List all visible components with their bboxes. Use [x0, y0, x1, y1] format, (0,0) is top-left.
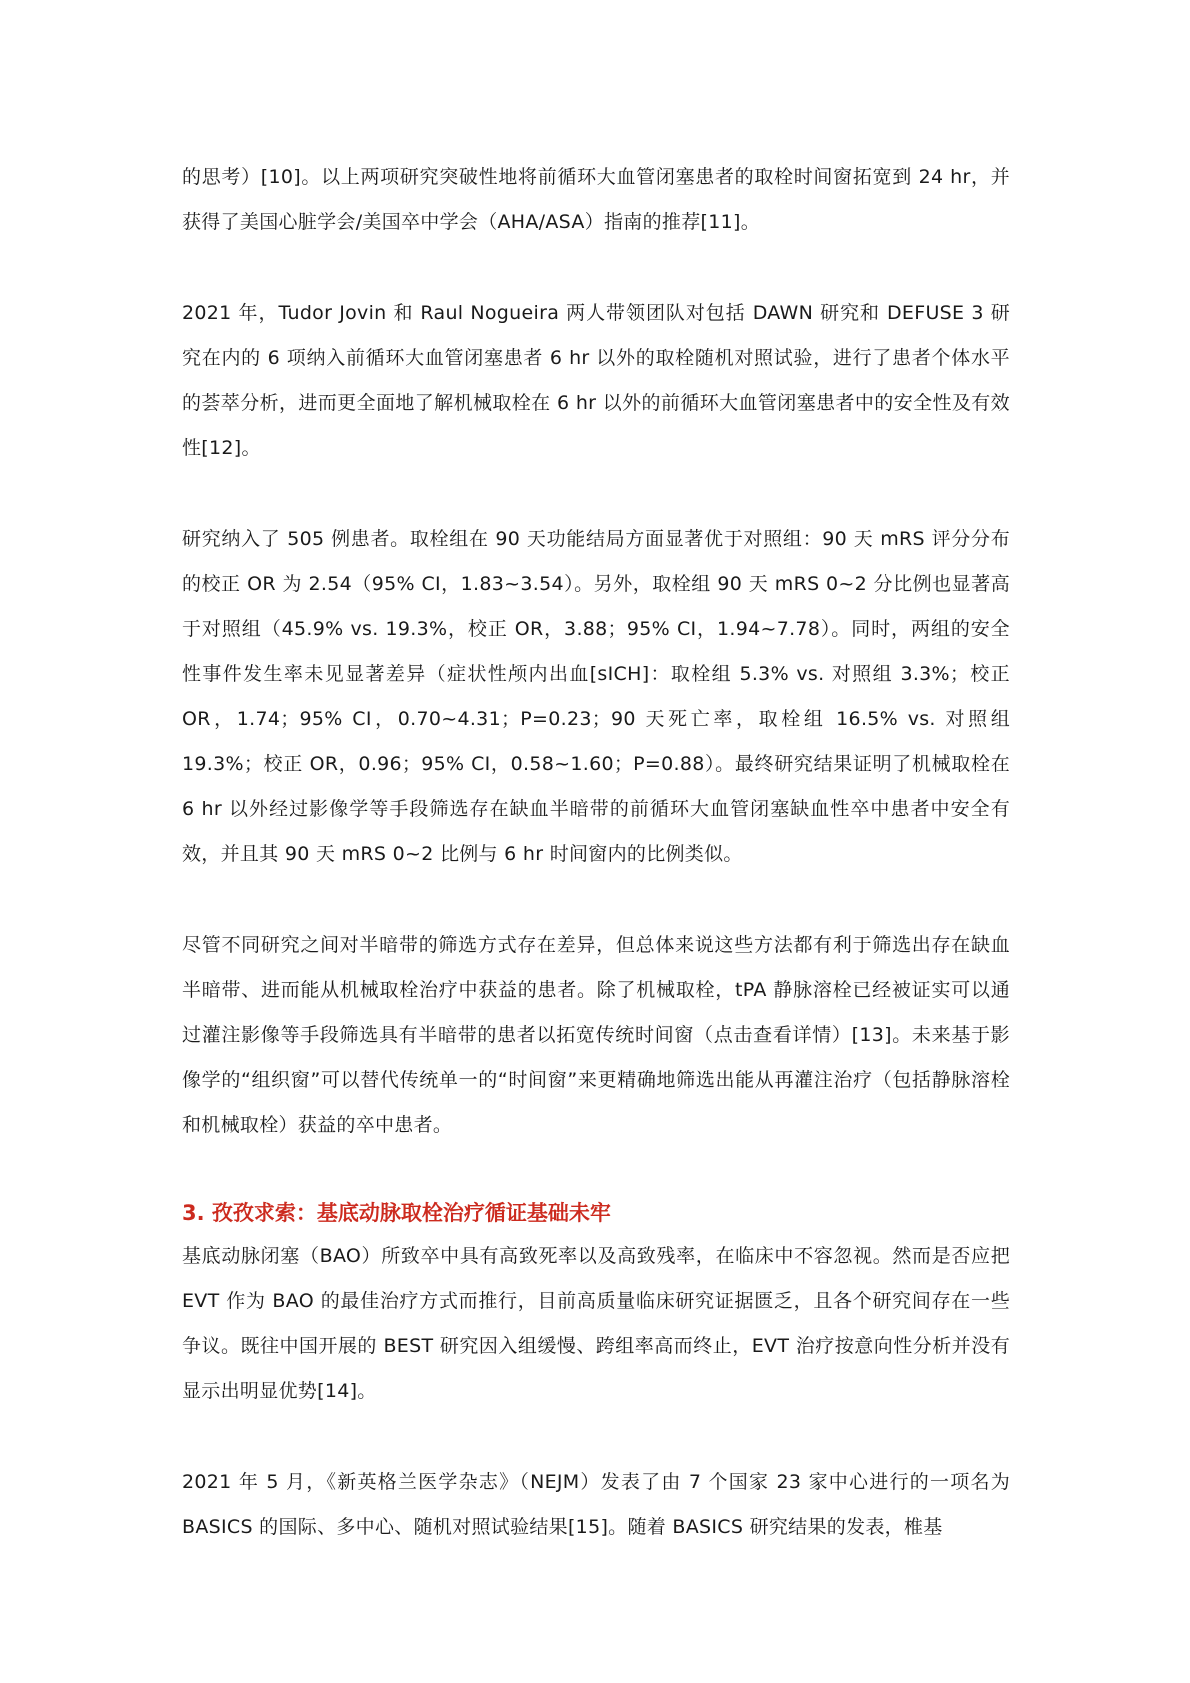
article-body	[182, 155, 1010, 1550]
paragraph-time-window-intro: 的思考）[10]。以上两项研究突破性地将前循环大血管闭塞患者的取栓时间窗拓宽到 24 hr，并获得了美国心脏学会/美国卒中学会（AHA/ASA）指南的推荐[11]。	[182, 166, 1010, 233]
paragraph-bao-evidence: 基底动脉闭塞（BAO）所致卒中具有高致死率以及高致残率，在临床中不容忽视。然而是否应把 EVT 作为 BAO 的最佳治疗方式而推行，目前高质量临床研究证据匮乏，且各个研究间存在一些争议。既往中国开展的 BEST 研究因入组缓慢、跨组率高而终止，EVT 治疗按意向性分析并没有显示出明显优势[14]。	[182, 1245, 1010, 1402]
paragraph-penumbra-selection: 尽管不同研究之间对半暗带的筛选方式存在差异，但总体来说这些方法都有利于筛选出存在缺血半暗带、进而能从机械取栓治疗中获益的患者。除了机械取栓，tPA 静脉溶栓已经被证实可以通过灌注影像等手段筛选具有半暗带的患者以拓宽传统时间窗（点击查看详情）[13]。未来基于影像学的“组织窗”可以替代传统单一的“时间窗”来更精确地筛选出能从再灌注治疗（包括静脉溶栓和机械取栓）获益的卒中患者。	[182, 934, 1010, 1136]
paragraph-meta-analysis-2021: 2021 年，Tudor Jovin 和 Raul Nogueira 两人带领团队对包括 DAWN 研究和 DEFUSE 3 研究在内的 6 项纳入前循环大血管闭塞患者 6 hr 以外的取栓随机对照试验，进行了患者个体水平的荟萃分析，进而更全面地了解机械取栓在 6 hr 以外的前循环大血管闭塞患者中的安全性及有效性[12]。	[182, 302, 1010, 459]
paragraph-505-patients-results: 研究纳入了 505 例患者。取栓组在 90 天功能结局方面显著优于对照组：90 天 mRS 评分分布的校正 OR 为 2.54（95% CI，1.83~3.54）。另外，取栓组 90 天 mRS 0~2 分比例也显著高于对照组（45.9% vs. 19.3%，校正 OR，3.88；95% CI，1.94~7.78）。同时，两组的安全性事件发生率未见显著差异（症状性颅内出血[sICH]：取栓组 5.3% vs. 对照组 3.3%；校正 OR，1.74；95% CI，0.70~4.31；P=0.23；90 天死亡率，取栓组 16.5% vs. 对照组 19.3%；校正 OR，0.96；95% CI，0.58~1.60；P=0.88）。最终研究结果证明了机械取栓在 6 hr 以外经过影像学等手段筛选存在缺血半暗带的前循环大血管闭塞缺血性卒中患者中安全有效，并且其 90 天 mRS 0~2 比例与 6 hr 时间窗内的比例类似。	[182, 528, 1010, 865]
paragraph-basics-trial: 2021 年 5 月，《新英格兰医学杂志》（NEJM）发表了由 7 个国家 23 家中心进行的一项名为 BASICS 的国际、多中心、随机对照试验结果[15]。随着 BASICS 研究结果的发表，椎基	[182, 1471, 1010, 1538]
section-heading-basilar-artery: 3. 孜孜求索：基底动脉取栓治疗循证基础未牢	[182, 1201, 611, 1225]
